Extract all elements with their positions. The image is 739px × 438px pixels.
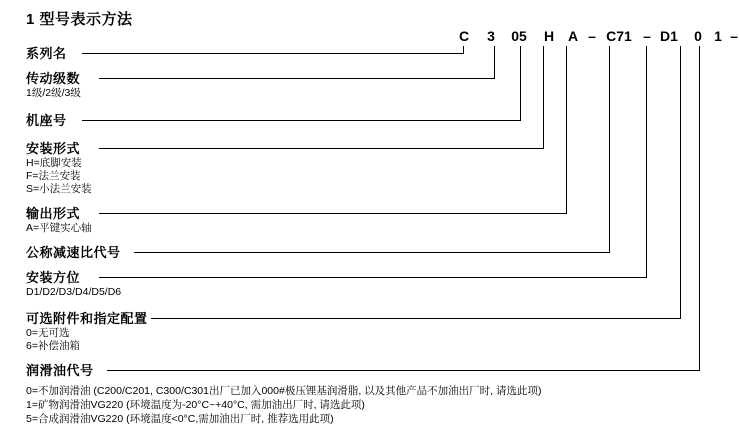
leader-line-vertical bbox=[566, 46, 567, 214]
block-subtext: H=底脚安装 bbox=[26, 157, 82, 169]
leader-line-vertical bbox=[520, 46, 521, 121]
code-segment: D1 bbox=[660, 28, 678, 44]
block-subtext: A=平键实心轴 bbox=[26, 222, 92, 234]
block-frame-number bbox=[26, 113, 67, 128]
block-heading: 可选附件和指定配置 bbox=[26, 311, 148, 326]
page-title: 1 型号表示方法 bbox=[26, 11, 133, 28]
leader-line-vertical bbox=[494, 46, 495, 79]
leader-line-horizontal bbox=[99, 277, 647, 278]
leader-line-horizontal bbox=[82, 120, 521, 121]
footnote-line: 5=合成润滑油VG220 (环境温度<0°C,需加油出厂时, 推荐选用此项) bbox=[26, 413, 334, 425]
leader-line-horizontal bbox=[134, 252, 610, 253]
block-heading: 安装形式 bbox=[26, 141, 81, 156]
block-heading: 润滑油代号 bbox=[26, 363, 94, 378]
code-segment: C71 bbox=[606, 28, 632, 44]
code-separator: – bbox=[588, 28, 596, 44]
leader-line-horizontal bbox=[107, 370, 700, 371]
code-segment: 1 bbox=[714, 28, 722, 44]
leader-line-horizontal bbox=[99, 78, 495, 79]
leader-line-horizontal bbox=[82, 53, 464, 54]
block-subtext: 6=补偿油箱 bbox=[26, 340, 80, 352]
block-subtext: 1级/2级/3级 bbox=[26, 87, 81, 99]
footnote-line: 1=矿物润滑油VG220 (环境温度为-20°C~+40°C, 需加油出厂时, 请选此项) bbox=[26, 399, 365, 411]
leader-line-vertical bbox=[543, 46, 544, 149]
block-subtext: D1/D2/D3/D4/D5/D6 bbox=[26, 286, 122, 298]
block-heading: 安装方位 bbox=[26, 270, 81, 285]
code-segment: 05 bbox=[511, 28, 527, 44]
block-transmission-stages bbox=[26, 71, 81, 100]
lubricant-footnotes bbox=[26, 384, 541, 426]
leader-line-vertical bbox=[699, 46, 700, 371]
leader-line-horizontal bbox=[99, 148, 544, 149]
block-mounting-type bbox=[26, 141, 92, 196]
block-heading: 传动级数 bbox=[26, 71, 81, 86]
block-heading: 系列名 bbox=[26, 46, 67, 61]
code-segment: A bbox=[567, 28, 579, 44]
code-segment: 3 bbox=[487, 28, 495, 44]
block-subtext: F=法兰安装 bbox=[26, 170, 81, 182]
code-segment: H bbox=[543, 28, 555, 44]
block-optional-accessories bbox=[26, 311, 148, 353]
code-segment: C bbox=[458, 28, 470, 44]
leader-line-vertical bbox=[463, 46, 464, 54]
block-subtext: S=小法兰安装 bbox=[26, 183, 92, 195]
leader-line-horizontal bbox=[99, 213, 567, 214]
block-output-type bbox=[26, 206, 92, 235]
code-segment: 0 bbox=[694, 28, 702, 44]
block-nominal-ratio-code bbox=[26, 245, 121, 260]
leader-line-vertical bbox=[680, 46, 681, 319]
block-lubricant-code bbox=[26, 363, 94, 378]
block-heading: 输出形式 bbox=[26, 206, 81, 221]
leader-line-vertical bbox=[609, 46, 610, 253]
block-heading: 公称减速比代号 bbox=[26, 245, 121, 260]
code-separator: – bbox=[730, 28, 738, 44]
block-mounting-position bbox=[26, 270, 121, 299]
block-heading: 机座号 bbox=[26, 113, 67, 128]
block-subtext: 0=无可选 bbox=[26, 327, 70, 339]
block-series-name bbox=[26, 46, 67, 61]
leader-line-vertical bbox=[646, 46, 647, 278]
code-separator: – bbox=[643, 28, 651, 44]
leader-line-horizontal bbox=[151, 318, 681, 319]
footnote-line: 0=不加润滑油 (C200/C201, C300/C301出厂已加入000#极压锂基润滑脂, 以及其他产品不加油出厂时, 请选此项) bbox=[26, 385, 542, 397]
